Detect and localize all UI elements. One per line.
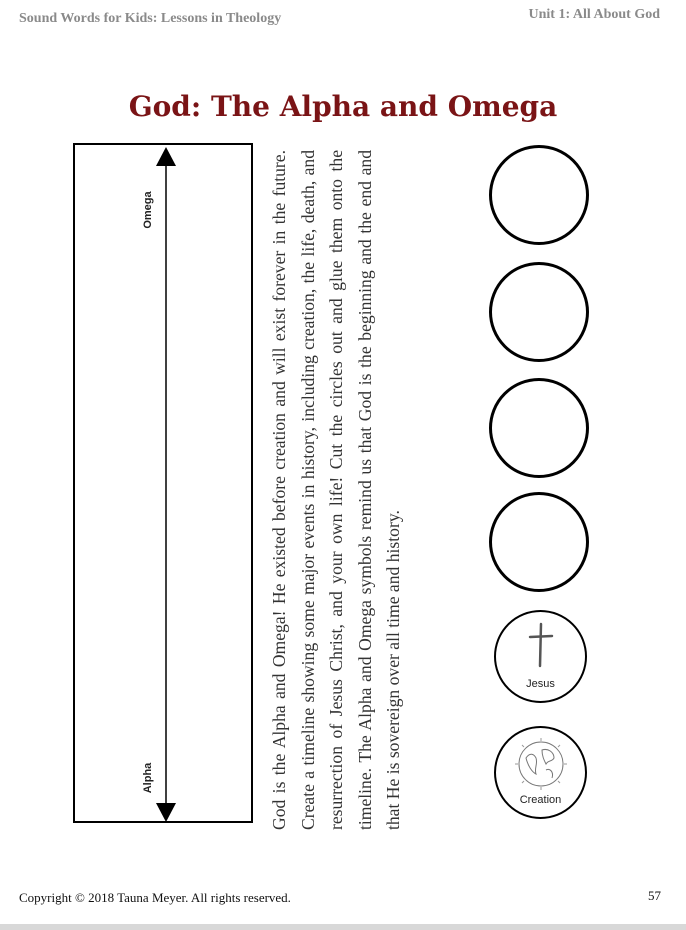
jesus-circle <box>494 610 587 703</box>
running-header-unit: Unit 1: All About God <box>528 7 660 22</box>
cross-icon <box>526 620 556 670</box>
globe-icon <box>512 736 570 792</box>
page-bottom-border <box>0 924 686 930</box>
creation-circle <box>494 726 587 819</box>
jesus-label: Jesus <box>526 678 555 690</box>
creation-label: Creation <box>519 794 562 806</box>
instructions-text: God is the Alpha and Omega! He existed before creation and will exist forever in the future. Create a timeline showing some major events in history, including creation, the life, death, and resurrection of Jesus Christ, and your own life! Cut the circles out and glue them onto the timeline. The Alpha and Omega symbols remind us that God is the beginning and the end and that He is sovereign over all time and history. <box>269 150 403 830</box>
alpha-label: Alpha <box>142 762 154 794</box>
blank-circle <box>489 145 589 245</box>
blank-circle <box>489 262 589 362</box>
blank-circle <box>489 492 589 592</box>
copyright-notice: Copyright © 2018 Tauna Meyer. All rights reserved. <box>19 890 291 905</box>
blank-circle <box>489 378 589 478</box>
running-header-title: Sound Words for Kids: Lessons in Theology <box>19 11 282 26</box>
page-number: 57 <box>648 888 661 903</box>
omega-label: Omega <box>142 191 154 229</box>
page-title: God: The Alpha and Omega <box>128 90 558 123</box>
